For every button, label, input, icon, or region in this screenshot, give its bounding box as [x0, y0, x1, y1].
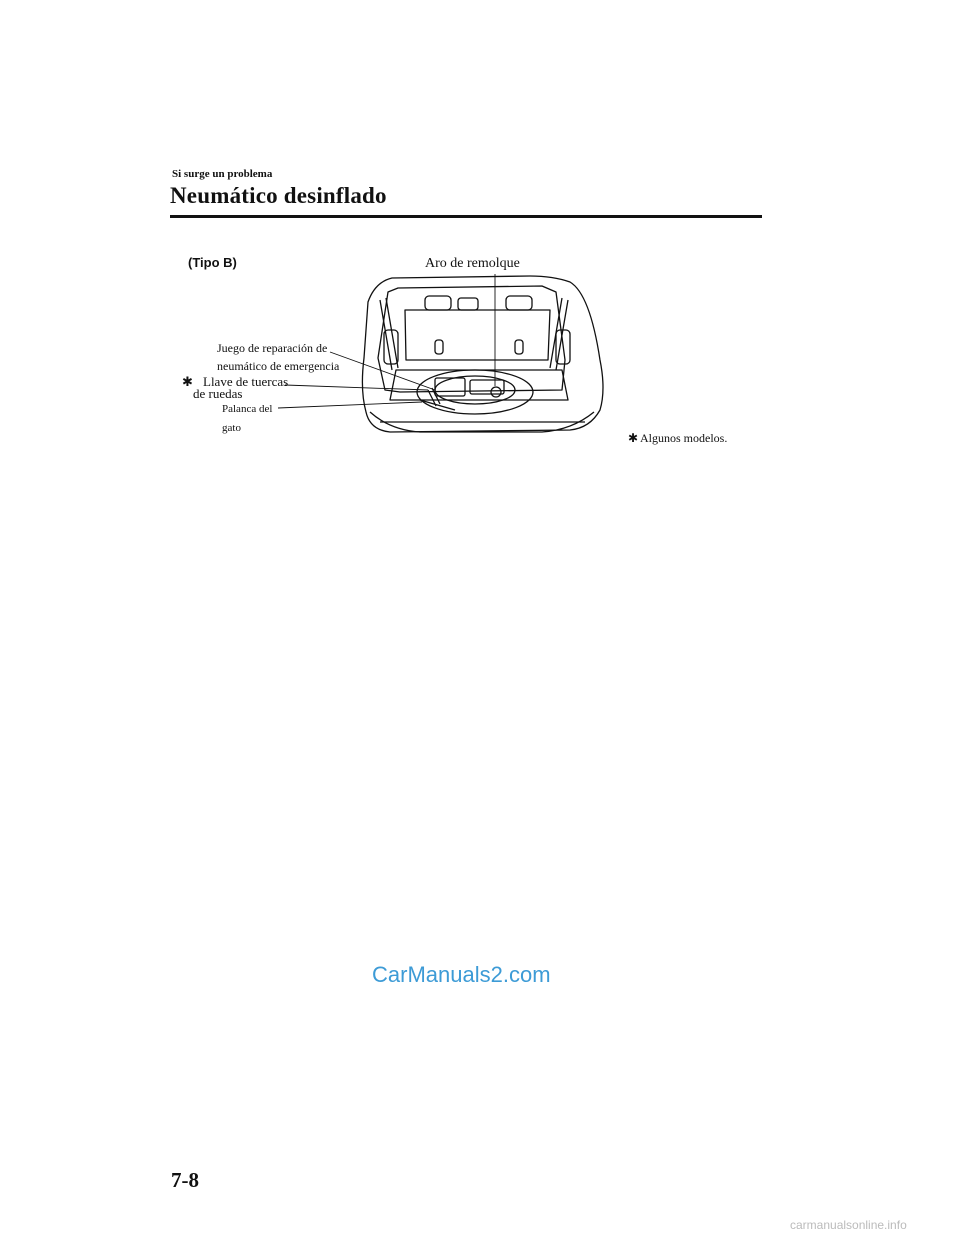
- figure-type-label: (Tipo B): [188, 255, 237, 270]
- watermark: CarManuals2.com: [372, 962, 551, 987]
- label-tow-ring: Aro de remolque: [425, 256, 520, 271]
- label-repair-kit-1: Juego de reparación de: [217, 341, 328, 355]
- page-title: Neumático desinflado: [170, 183, 387, 208]
- footer-site-link[interactable]: carmanualsonline.info: [790, 1218, 907, 1232]
- label-jack-lever-2: gato: [222, 422, 241, 434]
- trunk-illustration: [170, 240, 770, 470]
- label-lug-wrench-1: Llave de tuercas: [203, 374, 289, 389]
- section-label: Si surge un problema: [172, 168, 273, 180]
- label-repair-kit-2: neumático de emergencia: [217, 359, 340, 373]
- footnote-some-models: Algunos modelos.: [640, 431, 728, 445]
- car-rear-drawing: [362, 276, 603, 432]
- label-lug-wrench-2: de ruedas: [193, 386, 243, 401]
- asterisk-icon: ✱: [628, 431, 639, 445]
- page-number: 7-8: [171, 1168, 199, 1192]
- title-rule: [170, 215, 762, 218]
- asterisk-icon: ✱: [182, 374, 193, 389]
- label-jack-lever-1: Palanca del: [222, 403, 273, 415]
